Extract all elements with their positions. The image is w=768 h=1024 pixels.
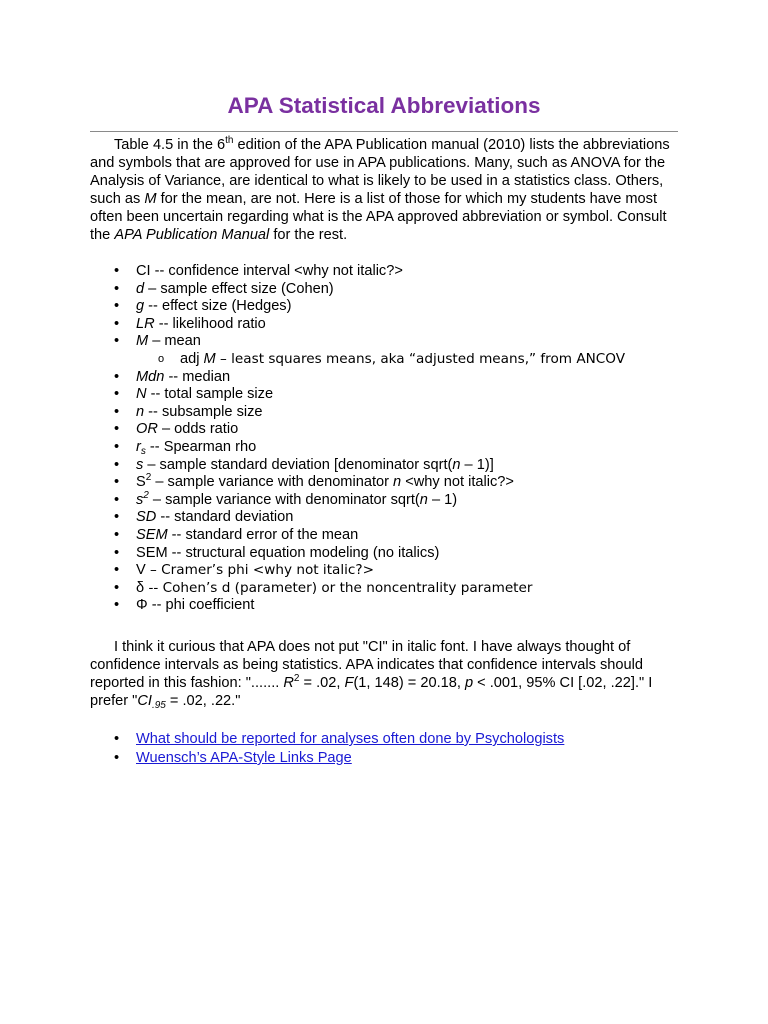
item-text: -- standard error of the mean bbox=[167, 526, 359, 543]
item-text: -- subsample size bbox=[144, 403, 263, 420]
bullet-icon: • bbox=[114, 562, 120, 579]
item-text: -- standard deviation bbox=[156, 509, 294, 526]
item-text: – least squares means, aka “adjusted means,” from ANCOV bbox=[215, 350, 626, 367]
bullet-icon: • bbox=[114, 280, 120, 297]
item-text: SEM -- structural equation modeling (no italics) bbox=[136, 544, 440, 561]
list-item bbox=[0, 473, 768, 491]
item-symbol: d bbox=[136, 280, 145, 297]
item-symbol: Φ bbox=[136, 597, 148, 614]
intro-paragraph bbox=[90, 136, 680, 244]
item-text: – sample variance with denominator sqrt( bbox=[148, 491, 420, 508]
bullet-icon: • bbox=[114, 421, 120, 438]
item-symbol: LR bbox=[136, 315, 155, 332]
item-symbol: g bbox=[136, 298, 145, 315]
bullet-icon: • bbox=[114, 403, 120, 420]
list-item bbox=[0, 456, 768, 474]
item-symbol: n bbox=[393, 474, 402, 491]
bullet-icon: • bbox=[114, 315, 120, 332]
page-title: APA Statistical Abbreviations bbox=[227, 93, 541, 118]
item-symbol: s bbox=[136, 491, 144, 508]
intro-text-4: for the rest. bbox=[269, 227, 348, 243]
closing-text-3: (1, 148) = 20.18, bbox=[353, 675, 465, 691]
item-superscript: 2 bbox=[145, 472, 152, 484]
bullet-icon: • bbox=[114, 491, 120, 508]
item-text: – sample effect size (Cohen) bbox=[144, 280, 334, 297]
intro-text-3: for the mean, are not. Here is a list of those for which my students have most often been uncertain regarding what is the APA approved abbreviation or symbol. Consult the bbox=[90, 191, 667, 243]
item-text: -- total sample size bbox=[146, 386, 274, 403]
list-item bbox=[0, 332, 768, 350]
list-item bbox=[0, 385, 768, 403]
item-subscript: s bbox=[140, 445, 146, 457]
item-symbol: S bbox=[136, 474, 146, 491]
list-item bbox=[0, 596, 768, 614]
bullet-icon: • bbox=[114, 579, 120, 596]
item-text: – mean bbox=[148, 333, 201, 350]
sub-list-item bbox=[0, 350, 768, 368]
item-symbol: OR bbox=[136, 421, 158, 438]
closing-text-2: = .02, bbox=[299, 675, 345, 691]
item-text: CI -- confidence interval <why not italic?> bbox=[136, 263, 403, 279]
intro-mean-symbol: M bbox=[144, 191, 157, 207]
bullet-icon: • bbox=[114, 597, 120, 614]
item-symbol: n bbox=[136, 403, 145, 420]
bullet-icon: • bbox=[114, 456, 120, 473]
list-item bbox=[0, 438, 768, 456]
list-item bbox=[0, 297, 768, 315]
list-item bbox=[0, 315, 768, 333]
list-item bbox=[0, 730, 768, 749]
list-item bbox=[0, 749, 768, 768]
closing-f-symbol: F bbox=[344, 675, 354, 691]
item-text: – odds ratio bbox=[157, 421, 239, 438]
link-reporting-analyses[interactable]: What should be reported for analyses often done by Psychologists bbox=[136, 731, 565, 747]
item-text: <why not italic?> bbox=[401, 474, 514, 491]
item-text: -- likelihood ratio bbox=[154, 315, 266, 332]
abbreviation-list bbox=[0, 262, 768, 614]
item-symbol: N bbox=[136, 386, 147, 403]
edition-superscript: th bbox=[225, 135, 234, 146]
closing-r-superscript: 2 bbox=[293, 673, 300, 684]
item-symbol: M bbox=[203, 350, 216, 367]
link-list bbox=[0, 730, 768, 768]
closing-text-1: I think it curious that APA does not put "CI" in italic font. I have always thought of confidence intervals as being statistics. APA indicates that confidence intervals should reported in this fashion: "....... bbox=[90, 639, 643, 691]
closing-text-5: = .02, .22." bbox=[165, 693, 241, 709]
item-text: – Cramer’s phi <why not italic?> bbox=[145, 562, 374, 579]
item-symbol: Mdn bbox=[136, 368, 165, 385]
intro-text-1: Table 4.5 in the 6 bbox=[114, 137, 226, 153]
closing-ci-symbol: CI bbox=[137, 693, 152, 709]
bullet-icon: • bbox=[114, 386, 120, 403]
list-item bbox=[0, 420, 768, 438]
bullet-icon: • bbox=[114, 298, 120, 315]
item-text: adj bbox=[180, 350, 204, 367]
list-item bbox=[0, 280, 768, 298]
item-text: – 1) bbox=[427, 491, 458, 508]
list-item bbox=[0, 544, 768, 562]
closing-r-symbol: R bbox=[283, 675, 294, 691]
item-text: -- median bbox=[164, 368, 231, 385]
item-symbol: SEM bbox=[136, 526, 168, 543]
link-apa-style-links[interactable]: Wuensch’s APA-Style Links Page bbox=[136, 750, 352, 766]
item-symbol: SD bbox=[136, 509, 157, 526]
item-text: -- phi coefficient bbox=[147, 597, 255, 614]
bullet-icon: • bbox=[114, 731, 120, 747]
item-symbol: V bbox=[136, 562, 146, 579]
list-item bbox=[0, 526, 768, 544]
item-symbol: δ bbox=[136, 579, 145, 596]
item-text: -- effect size (Hedges) bbox=[144, 298, 292, 315]
list-item bbox=[0, 368, 768, 386]
item-symbol: r bbox=[136, 438, 141, 455]
title-divider bbox=[90, 131, 678, 132]
bullet-icon: • bbox=[114, 750, 120, 766]
item-text: -- Cohen’s d (parameter) or the noncentrality parameter bbox=[144, 579, 533, 596]
closing-paragraph bbox=[90, 638, 680, 710]
bullet-icon: • bbox=[114, 526, 120, 543]
list-item bbox=[0, 561, 768, 579]
list-item bbox=[0, 579, 768, 597]
bullet-icon: • bbox=[114, 333, 120, 350]
item-symbol: M bbox=[136, 333, 149, 350]
bullet-icon: • bbox=[114, 368, 120, 385]
list-item bbox=[0, 491, 768, 509]
item-symbol: n bbox=[452, 456, 461, 473]
item-superscript: 2 bbox=[143, 489, 149, 501]
bullet-icon: • bbox=[114, 438, 120, 455]
bullet-icon: • bbox=[114, 474, 120, 491]
closing-ci-subscript: .95 bbox=[151, 700, 166, 711]
bullet-icon: • bbox=[114, 263, 120, 279]
list-item bbox=[0, 262, 768, 280]
item-text: – sample variance with denominator bbox=[151, 474, 394, 491]
list-item bbox=[0, 508, 768, 526]
closing-p-symbol: p bbox=[465, 675, 474, 691]
item-text: – sample standard deviation [denominator sqrt( bbox=[143, 456, 453, 473]
item-symbol: n bbox=[419, 491, 428, 508]
sub-bullet-icon: o bbox=[158, 352, 165, 365]
list-item bbox=[0, 403, 768, 421]
intro-manual-title: APA Publication Manual bbox=[114, 227, 270, 243]
bullet-icon: • bbox=[114, 544, 120, 561]
item-symbol: s bbox=[136, 456, 144, 473]
bullet-icon: • bbox=[114, 509, 120, 526]
closing-text-4: < .001, 95% CI [.02, .22]." I prefer " bbox=[90, 675, 653, 709]
intro-text-2: edition of the APA Publication manual (2010) lists the abbreviations and symbols that are approved for use in APA publications. Many, such as ANOVA for the Analysis of Variance, are identical to what is likely to be used in a statistics class. Others, such as bbox=[90, 137, 670, 207]
item-text: – 1)] bbox=[460, 456, 494, 473]
item-text: -- Spearman rho bbox=[145, 438, 257, 455]
